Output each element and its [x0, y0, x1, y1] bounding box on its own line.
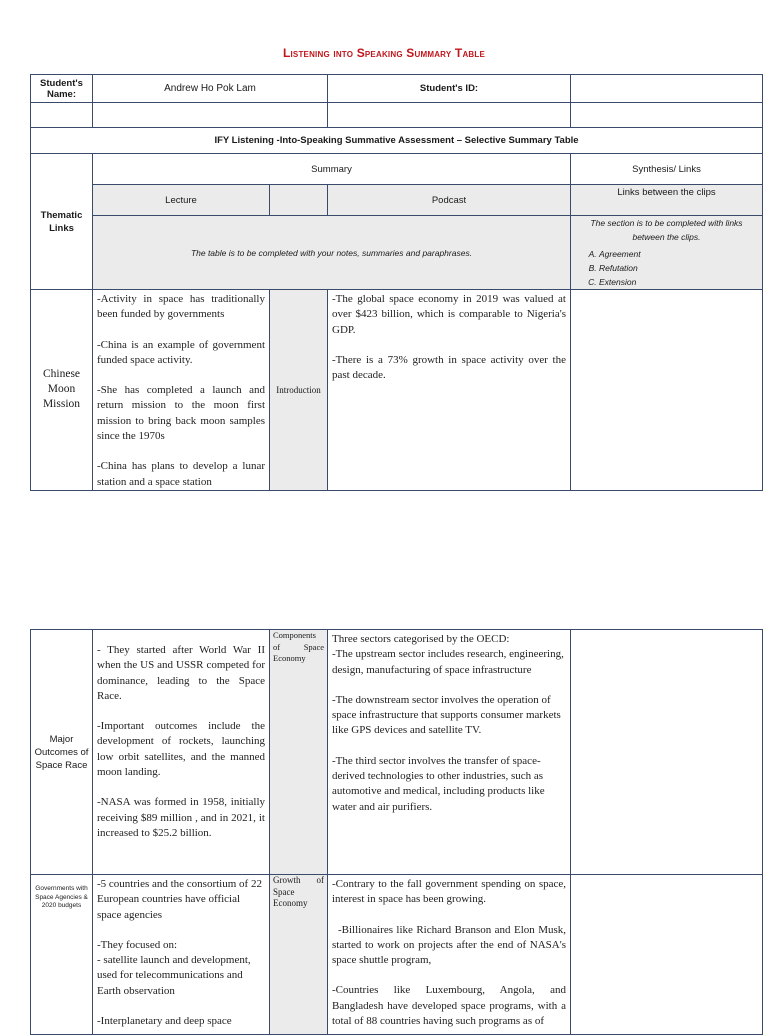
lecture-note: -Important outcomes include the development of rockets, launching low orbit satellites, and the manned moon landing. [97, 720, 265, 779]
summary-table-page-2 [30, 629, 763, 1035]
links-cell[interactable] [571, 290, 763, 491]
lecture-note: -5 countries and the consortium of 22 European countries have official space agencies [97, 878, 262, 921]
lecture-note: -They focused on: [97, 938, 178, 951]
podcast-topic: Components of Space Economy [270, 630, 328, 875]
podcast-label: Podcast [328, 185, 571, 216]
theme-cell: Chinese Moon Mission [31, 290, 93, 491]
lecture-note: - satellite launch and development, used for telecommunications and Earth observation [97, 954, 251, 997]
lecture-note: -NASA was formed in 1958, initially receiving $89 million , and in 2021, it increased to $25.2 billion. [97, 796, 265, 839]
podcast-note: -There is a 73% growth in space activity over the past decade. [332, 353, 566, 382]
links-cell[interactable] [571, 875, 763, 1035]
thematic-links-label: Thematic Links [31, 154, 93, 290]
lecture-note: -China is an example of government funded space activity. [97, 338, 265, 366]
podcast-note: -The upstream sector includes research, engineering, design, manufacturing of space infrastructure [332, 648, 564, 676]
podcast-topic: Growth of Space Economy [270, 875, 328, 1035]
lecture-note: -Interplanetary and deep space [97, 1015, 232, 1028]
podcast-note: -Billionaires like Richard Branson and Elon Musk, started to work on projects after the end of NASA's space shuttle program, [332, 923, 566, 967]
document-title: Listening into Speaking Summary Table [282, 46, 486, 60]
student-name-label: Student's Name: [31, 75, 93, 103]
lecture-note: -She has completed a launch and return mission to the moon first mission to bring back moon samples since the 1970s [97, 384, 265, 443]
table-row [31, 875, 763, 1035]
lecture-note: - They started after World War II when the US and USSR competed for dominance, leading to the Space Race. [97, 644, 265, 702]
links-between-label: Links between the clips [571, 185, 763, 216]
table-row [31, 290, 763, 491]
student-id-value[interactable] [571, 75, 763, 103]
assessment-title: IFY Listening -Into-Speaking Summative Assessment – Selective Summary Table [31, 128, 763, 154]
lecture-note: -China has plans to develop a lunar station and a space station [97, 460, 265, 488]
podcast-note: -The downstream sector involves the operation of space infrastructure that supports consumer markets like GPS devices and satellite TV. [332, 693, 561, 737]
podcast-note: -The global space economy in 2019 was valued at over $423 billion, which is comparable to Nigeria's GDP. [332, 293, 566, 336]
podcast-note: -The third sector involves the transfer of space-derived technologies to other industries, such as automotive and medical, including products like water and air purifiers. [332, 754, 545, 813]
link-type-item: B. Refutation [599, 261, 758, 275]
links-instruction: The section is to be completed with links between the clips. [590, 218, 743, 242]
link-types-list [575, 247, 758, 289]
podcast-note: -Contrary to the fall government spending on space, interest in space has been growing. [332, 878, 566, 906]
summary-table-page-1 [30, 74, 763, 491]
table-row [31, 630, 763, 875]
student-name-value[interactable]: Andrew Ho Pok Lam [93, 75, 328, 103]
link-type-item: A. Agreement [599, 247, 758, 261]
podcast-note: Three sectors categorised by the OECD: [332, 633, 510, 645]
lecture-label: Lecture [93, 185, 270, 216]
podcast-topic: Introduction [270, 290, 328, 491]
student-id-label: Student's ID: [328, 75, 571, 103]
summary-label: Summary [93, 154, 571, 185]
links-cell[interactable] [571, 630, 763, 875]
podcast-note: -Countries like Luxembourg, Angola, and Bangladesh have developed space programs, with a total of 88 countries having such programs as of [332, 984, 566, 1028]
theme-cell: Governments with Space Agencies & 2020 budgets [31, 875, 93, 1035]
table-instruction: The table is to be completed with your notes, summaries and paraphrases. [93, 216, 571, 290]
lecture-note: -Activity in space has traditionally been funded by governments [97, 293, 265, 321]
theme-cell: Major Outcomes of Space Race [31, 630, 93, 875]
synthesis-label: Synthesis/ Links [571, 154, 763, 185]
link-type-item: C. Extension [599, 275, 758, 289]
blank-field[interactable] [93, 103, 328, 128]
